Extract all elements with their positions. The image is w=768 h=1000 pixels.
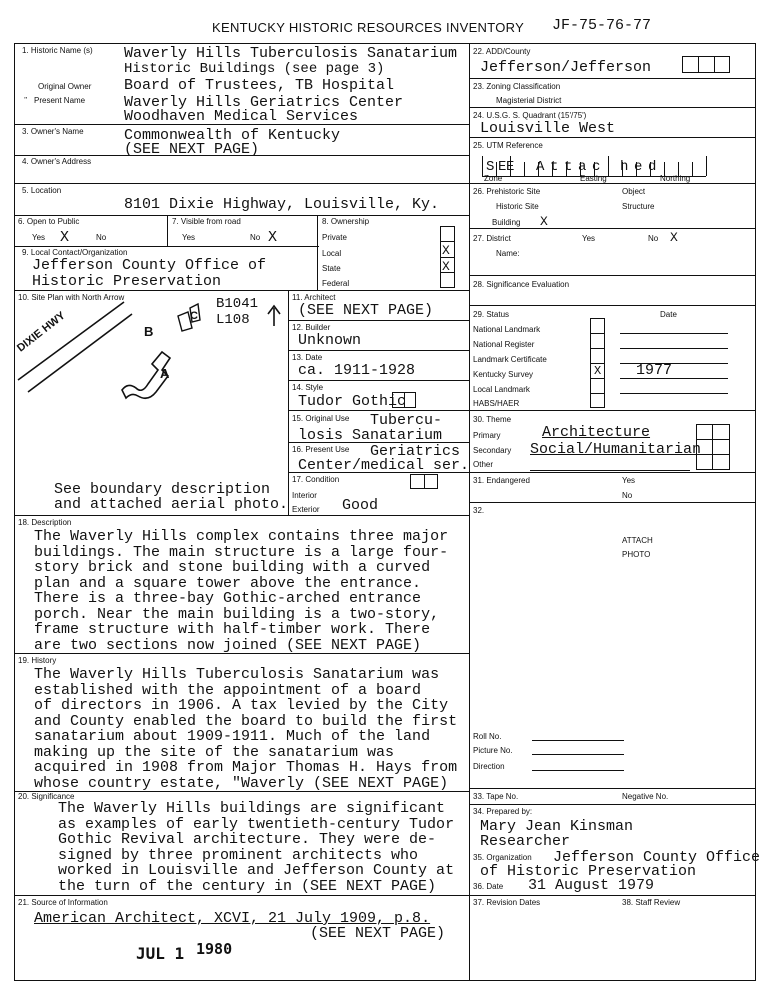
rule xyxy=(482,156,483,176)
ownership-private: Private xyxy=(322,233,347,242)
road-label: DIXIE HWY xyxy=(15,309,68,355)
field-19-label: 19. History xyxy=(18,656,57,665)
field-8-label: 8. Ownership xyxy=(322,217,370,226)
description-line: buildings. The main structure is a large four- xyxy=(34,543,449,561)
status-item: National Landmark xyxy=(473,325,541,334)
history-line: acquired in 1908 from Major Thomas H. Hays from xyxy=(34,759,458,776)
rule xyxy=(167,215,168,246)
description-line: plan and a square tower above the entrance. xyxy=(34,574,422,592)
rule xyxy=(469,502,756,503)
open-yes: Yes xyxy=(32,233,46,242)
description-line: porch. Near the main building is a two-story, xyxy=(34,605,440,623)
open-no: No xyxy=(96,233,107,242)
original-use-line2: losis Sanatarium xyxy=(298,427,443,444)
roll-label: Roll No. xyxy=(473,732,502,741)
inventory-number: JF-75-76-77 xyxy=(552,17,652,34)
magisterial-district-label: Magisterial District xyxy=(496,96,562,105)
owner-name-line1: Commonwealth of Kentucky xyxy=(124,127,341,144)
field-10-label: 10. Site Plan with North Arrow xyxy=(18,293,125,302)
original-owner-label: Original Owner xyxy=(38,82,92,91)
field-31-label: 31. Endangered xyxy=(473,476,530,485)
status-date-label: Date xyxy=(660,310,677,319)
rule xyxy=(288,320,469,321)
significance-line: signed by three prominent architects who xyxy=(58,846,419,864)
rule xyxy=(590,393,605,394)
rule xyxy=(692,162,693,176)
district-yes: Yes xyxy=(582,234,596,243)
rule xyxy=(424,474,425,489)
ownership-local: Local xyxy=(322,249,342,258)
site-mark-a: A xyxy=(160,366,170,381)
rule xyxy=(469,183,756,184)
field-23-label: 23. Zoning Classification xyxy=(473,82,561,91)
rule xyxy=(590,348,605,349)
organization-line2: of Historic Preservation xyxy=(480,863,697,880)
rule xyxy=(714,56,715,73)
significance-line: Gothic Revival architecture. They were de- xyxy=(58,831,437,848)
description-line: frame structure with half-timber work. There xyxy=(34,621,431,638)
field-16-label: 16. Present Use xyxy=(292,445,350,454)
field-32-label: 32. xyxy=(473,506,485,515)
rule xyxy=(620,393,728,394)
rule xyxy=(469,107,756,108)
visible-yes: Yes xyxy=(182,233,196,242)
rule xyxy=(698,56,699,73)
present-name-label: Present Name xyxy=(34,96,86,105)
architect-value: (SEE NEXT PAGE) xyxy=(298,302,434,319)
utm-char: h xyxy=(620,159,629,175)
field-22-label: 22. ADD/County xyxy=(473,47,531,56)
negative-label: Negative No. xyxy=(622,792,669,801)
received-stamp-month: JUL 1 xyxy=(136,944,185,963)
rule xyxy=(288,410,469,411)
endangered-yes: Yes xyxy=(622,476,636,485)
field-13-label: 13. Date xyxy=(292,353,323,362)
rule xyxy=(620,348,728,349)
prepared-by-line2: Researcher xyxy=(480,833,571,850)
utm-northing-label: Northing xyxy=(660,174,691,183)
rule xyxy=(14,515,469,516)
site-object-label: Object xyxy=(622,187,646,196)
present-name-line1: Waverly Hills Geriatrics Center xyxy=(124,94,404,111)
rule xyxy=(696,454,730,455)
direction-label: Direction xyxy=(473,762,505,771)
rule xyxy=(14,895,469,896)
rule xyxy=(469,78,756,79)
field-14-label: 14. Style xyxy=(292,383,324,392)
site-structure-label: Structure xyxy=(622,202,655,211)
utm-char: a xyxy=(578,159,587,175)
source-line1: American Architect, XCVI, 21 July 1909, p.8. xyxy=(34,910,431,927)
field-28-label: 28. Significance Evaluation xyxy=(473,280,570,289)
significance-line: as examples of early twentieth-century Tudor xyxy=(58,815,455,833)
visible-no-mark: X xyxy=(268,229,278,246)
rule xyxy=(532,770,624,771)
field-17-label: 17. Condition xyxy=(292,475,340,484)
description-line: There is a three-bay Gothic-arched entrance xyxy=(34,590,422,607)
rule xyxy=(469,275,756,276)
site-code-1: B1041 xyxy=(216,296,259,312)
site-historic-label: Historic Site xyxy=(496,202,539,211)
picture-label: Picture No. xyxy=(473,746,513,755)
history-line: established with the appointment of a board xyxy=(34,681,422,699)
rule xyxy=(712,424,713,470)
present-use-line2: Center/medical ser. xyxy=(298,457,470,474)
utm-char: E xyxy=(498,159,507,175)
history-line: The Waverly Hills Tuberculosis Sanatarium was xyxy=(34,666,440,683)
open-yes-mark: X xyxy=(60,229,70,246)
description-text xyxy=(34,529,448,653)
local-contact-line1: Jefferson County Office of xyxy=(32,257,267,274)
field-1-label: 1. Historic Name (s) xyxy=(22,46,93,55)
status-item: HABS/HAER xyxy=(473,399,520,408)
significance-text xyxy=(58,801,454,894)
rule xyxy=(469,305,756,306)
history-line: and County enabled the board to build the first xyxy=(34,712,458,730)
rule xyxy=(532,740,624,741)
field-4-label: 4. Owner's Address xyxy=(22,157,92,166)
county-value: Jefferson/Jefferson xyxy=(480,59,652,76)
present-use-line1: Geriatrics xyxy=(370,443,461,460)
field-15-label: 15. Original Use xyxy=(292,414,350,423)
field-26-label: 26. Prehistoric Site xyxy=(473,187,541,196)
rule xyxy=(608,156,609,176)
field-33-label: 33. Tape No. xyxy=(473,792,519,801)
present-name-marker: ’’ xyxy=(24,96,28,105)
builder-value: Unknown xyxy=(298,332,362,349)
theme-primary-value: Architecture xyxy=(542,424,651,441)
rule xyxy=(14,246,319,247)
field-37-label: 37. Revision Dates xyxy=(473,898,541,907)
ownership-state-mark: X xyxy=(442,259,450,274)
kentucky-survey-date: 1977 xyxy=(636,362,673,379)
rule xyxy=(14,290,469,291)
field-9-label: 9. Local Contact/Organization xyxy=(22,248,128,257)
source-line2: (SEE NEXT PAGE) xyxy=(310,925,446,942)
field-12-label: 12. Builder xyxy=(292,323,331,332)
field-3-label: 3. Owner's Name xyxy=(22,127,84,136)
rule xyxy=(532,754,624,755)
utm-char: e xyxy=(634,159,643,175)
attach-photo-line2: PHOTO xyxy=(622,550,651,559)
county-code-box xyxy=(682,56,730,73)
style-value: Tudor Gothic xyxy=(298,393,407,410)
rule xyxy=(14,183,469,184)
ownership-state: State xyxy=(322,264,341,273)
prepared-by-line1: Mary Jean Kinsman xyxy=(480,818,634,835)
status-item: National Register xyxy=(473,340,535,349)
theme-other-label: Other xyxy=(473,460,494,469)
site-note-line1: See boundary description xyxy=(54,481,271,498)
theme-code-boxes xyxy=(696,424,730,470)
theme-secondary-value: Social/Humanitarian xyxy=(530,441,702,458)
field-6-label: 6. Open to Public xyxy=(18,217,80,226)
field-36-label: 36. Date xyxy=(473,882,504,891)
field-25-label: 25. UTM Reference xyxy=(473,141,543,150)
historic-name-line2: Historic Buildings (see page 3) xyxy=(124,61,385,77)
utm-char: c xyxy=(592,159,601,175)
ownership-federal: Federal xyxy=(322,279,350,288)
history-text xyxy=(34,667,457,791)
visible-no: No xyxy=(250,233,261,242)
site-code-2: L108 xyxy=(216,312,250,328)
quadrant-value: Louisville West xyxy=(480,120,616,137)
field-7-label: 7. Visible from road xyxy=(172,217,241,226)
local-contact-line2: Historic Preservation xyxy=(32,273,222,290)
status-item: Local Landmark xyxy=(473,385,530,394)
field-5-label: 5. Location xyxy=(22,186,62,195)
history-line: of directors in 1906. A tax levied by the City xyxy=(34,697,449,714)
rule xyxy=(288,380,469,381)
field-30-label: 30. Theme xyxy=(473,415,512,424)
endangered-no: No xyxy=(622,491,633,500)
rule xyxy=(469,788,756,789)
site-building-label: Building xyxy=(492,218,521,227)
rule xyxy=(706,156,707,176)
rule xyxy=(317,215,318,290)
condition-interior: Interior xyxy=(292,491,317,500)
field-34-label: 34. Prepared by: xyxy=(473,807,533,816)
district-no-mark: X xyxy=(670,230,678,245)
utm-zone-label: Zone xyxy=(484,174,503,183)
kentucky-survey-mark: X xyxy=(594,364,602,378)
form-title: KENTUCKY HISTORIC RESOURCES INVENTORY xyxy=(212,20,525,35)
condition-value: Good xyxy=(342,497,379,514)
status-item: Kentucky Survey xyxy=(473,370,534,379)
field-27-label: 27. District xyxy=(473,234,511,243)
status-item: Landmark Certificate xyxy=(473,355,547,364)
description-line: The Waverly Hills complex contains three major xyxy=(34,528,449,545)
condition-exterior: Exterior xyxy=(292,505,320,514)
utm-char: S xyxy=(486,159,495,175)
field-18-label: 18. Description xyxy=(18,518,72,527)
site-mark-c: C xyxy=(190,310,198,322)
site-building-mark: X xyxy=(540,214,548,229)
owner-name-line2: (SEE NEXT PAGE) xyxy=(124,141,260,158)
prepared-date-value: 31 August 1979 xyxy=(528,877,655,894)
organization-line1: Jefferson County Office xyxy=(553,849,761,866)
rule xyxy=(620,333,728,334)
rule xyxy=(469,228,756,229)
rule xyxy=(590,333,605,334)
utm-char: A xyxy=(536,159,545,175)
description-line: story brick and stone building with a curved xyxy=(34,559,431,576)
rule xyxy=(696,439,730,440)
historic-name-line1: Waverly Hills Tuberculosis Sanatarium xyxy=(124,45,458,62)
utm-char: d xyxy=(648,159,657,175)
original-use-line1: Tubercu- xyxy=(370,412,443,429)
description-line: are two sections now joined (SEE NEXT PAGE) xyxy=(34,636,422,654)
rule xyxy=(530,470,690,471)
utm-easting-label: Easting xyxy=(580,174,607,183)
utm-char: E xyxy=(506,159,515,175)
received-stamp-year: 1980 xyxy=(196,940,233,958)
theme-secondary-label: Secondary xyxy=(473,446,512,455)
original-owner-value: Board of Trustees, TB Hospital xyxy=(124,77,395,94)
field-35-label: 35. Organization xyxy=(473,853,532,862)
history-line: sanatarium about 1909-1911. Much of the land xyxy=(34,728,431,745)
rule xyxy=(469,804,756,805)
history-line: making up the site of the sanatarium was xyxy=(34,743,395,761)
rule xyxy=(469,410,756,411)
rule xyxy=(288,350,469,351)
theme-primary-label: Primary xyxy=(473,431,501,440)
field-38-label: 38. Staff Review xyxy=(622,898,681,907)
field-21-label: 21. Source of Information xyxy=(18,898,108,907)
rule xyxy=(469,472,756,473)
date-value: ca. 1911-1928 xyxy=(298,362,416,379)
field-20-label: 20. Significance xyxy=(18,792,75,801)
site-mark-b: B xyxy=(144,324,154,339)
ownership-local-mark: X xyxy=(442,243,450,258)
field-29-label: 29. Status xyxy=(473,310,510,319)
field-24-label: 24. U.S.G. S. Quadrant (15'/75') xyxy=(473,111,587,120)
utm-char: t xyxy=(564,159,573,175)
attach-photo-line1: ATTACH xyxy=(622,536,653,545)
utm-boxes xyxy=(482,156,726,176)
rule xyxy=(440,241,455,242)
rule xyxy=(404,392,405,408)
rule xyxy=(469,895,756,896)
rule xyxy=(524,162,525,176)
significance-line: the turn of the century in (SEE NEXT PAGE) xyxy=(58,877,437,895)
significance-line: The Waverly Hills buildings are significant xyxy=(58,800,446,817)
history-line: whose country estate, "Waverly (SEE NEXT PAGE) xyxy=(34,774,449,792)
site-note-line2: and attached aerial photo. xyxy=(54,496,289,513)
rule xyxy=(469,137,756,138)
field-11-label: 11. Architect xyxy=(292,293,336,302)
district-no: No xyxy=(648,234,659,243)
location-value: 8101 Dixie Highway, Louisville, Ky. xyxy=(124,196,440,213)
rule xyxy=(14,215,469,216)
rule xyxy=(288,290,289,515)
present-name-line2: Woodhaven Medical Services xyxy=(124,108,359,125)
significance-line: worked in Louisville and Jefferson County at xyxy=(58,862,455,879)
utm-char: t xyxy=(550,159,559,175)
district-name-label: Name: xyxy=(496,249,520,258)
